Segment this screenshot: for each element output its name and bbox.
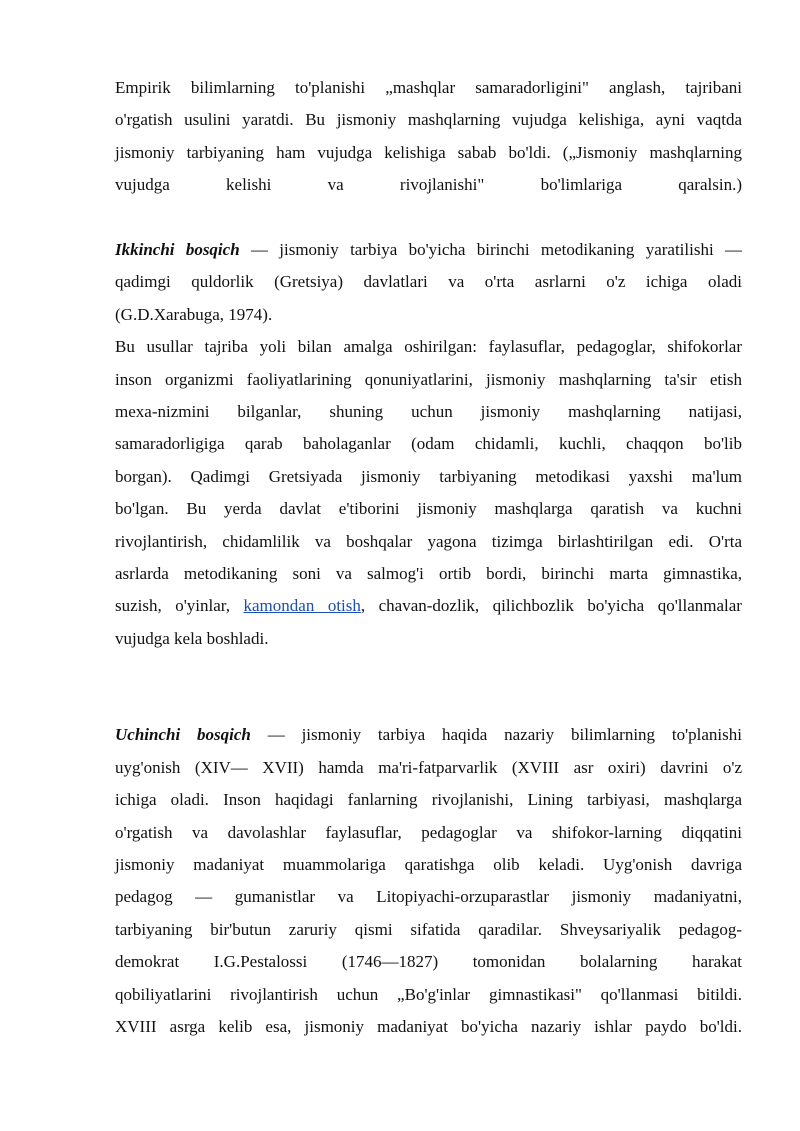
text-line: XVIII asrga kelib esa, jismoniy madaniyat bo'yicha nazariy ishlar paydo bo'ldi. (115, 1016, 742, 1036)
text-line: o'rgatish va davolashlar faylasuflar, pedagoglar va shifokor-larning diqqatini (115, 822, 742, 842)
paragraph-ikkinchi-bosqich (115, 234, 742, 331)
text-line: qobiliyatlarini rivojlantirish uchun „Bo'g'inlar gimnastikasi" qo'llanmasi bitildi. (115, 984, 742, 1004)
text-line (115, 590, 742, 622)
stage-term: Ikkinchi bosqich (115, 240, 240, 260)
link-prefix-text: suzish, o'yinlar, (115, 596, 244, 616)
text-line: jismoniy tarbiyaning ham vujudga kelishiga sabab bo'ldi. („Jismoniy mashqlarning (115, 142, 742, 162)
text-line: bo'lgan. Bu yerda davlat e'tiborini jismoniy mashqlarga qaratish va kuchni (115, 499, 742, 519)
text-line: demokrat I.G.Pestalossi (1746—1827) tomonidan bolalarning harakat (115, 952, 742, 972)
text-line: samaradorligiga qarab baholaganlar (odam chidamli, kuchli, chaqqon bo'lib (115, 434, 742, 454)
paragraph-spacer (115, 655, 742, 719)
stage-description: — jismoniy tarbiya bo'yicha birinchi metodikaning yaratilishi — (239, 240, 742, 260)
text-line: pedagog — gumanistlar va Litopiyachi-orzuparastlar jismoniy madaniyatni, (115, 887, 742, 907)
text-line: tarbiyaning bir'butun zaruriy qismi sifatida qaradilar. Shveysariyalik pedagog- (115, 919, 742, 939)
text-line (115, 719, 742, 751)
link-suffix-text: , chavan-dozlik, qilichbozlik bo'yicha qo'llanmalar (360, 596, 742, 616)
text-line (115, 234, 742, 266)
text-line: inson organizmi faoliyatlarining qonuniyatlarini, jismoniy mashqlarning ta'sir etish (115, 369, 742, 389)
text-line: asrlarda metodikaning soni va salmog'i ortib bordi, birinchi marta gimnastika, (115, 564, 742, 584)
paragraph-empirik (115, 72, 742, 202)
text-line: (G.D.Xarabuga, 1974). (115, 304, 273, 324)
text-line: vujudga kelishi va rivojlanishi" bo'limlariga qaralsin.) (115, 175, 742, 195)
text-line: uyg'onish (XIV— XVII) hamda ma'ri-fatparvarlik (XVIII asr oxiri) davrini o'z (115, 757, 742, 777)
text-line: borgan). Qadimgi Gretsiyada jismoniy tarbiyaning metodikasi yaxshi ma'lum (115, 466, 742, 486)
stage-term: Uchinchi bosqich (115, 725, 251, 745)
kamondan-otish-link[interactable]: kamondan otish (243, 596, 361, 616)
paragraph-uchinchi-bosqich (115, 719, 742, 1043)
text-line: Empirik bilimlarning to'planishi „mashqlar samaradorligini" anglash, tajribani (115, 78, 742, 97)
text-line: rivojlantirish, chidamlilik va boshqalar yagona tizimga birlashtirilgan edi. O'rta (115, 531, 742, 551)
text-line: qadimgi quldorlik (Gretsiya) davlatlari va o'rta asrlarni o'z ichiga oladi (115, 272, 742, 292)
text-line: o'rgatish usulini yaratdi. Bu jismoniy mashqlarning vujudga kelishiga, ayni vaqtda (115, 110, 742, 130)
text-line: ichiga oladi. Inson haqidagi fanlarning rivojlanishi, Lining tarbiyasi, mashqlarga (115, 790, 742, 810)
text-line: jismoniy madaniyat muammolariga qaratishga olib keladi. Uyg'onish davriga (115, 854, 742, 874)
document-page (115, 72, 742, 1043)
text-line: Bu usullar tajriba yoli bilan amalga oshirilgan: faylasuflar, pedagoglar, shifokorlar (115, 337, 742, 357)
stage-description: — jismoniy tarbiya haqida nazariy bilimlarning to'planishi (250, 725, 742, 745)
paragraph-spacer (115, 202, 742, 234)
text-line: vujudga kela boshladi. (115, 628, 269, 648)
text-line: mexa-nizmini bilganlar, shuning uchun jismoniy mashqlarning natijasi, (115, 402, 742, 422)
paragraph-usullar (115, 331, 742, 655)
